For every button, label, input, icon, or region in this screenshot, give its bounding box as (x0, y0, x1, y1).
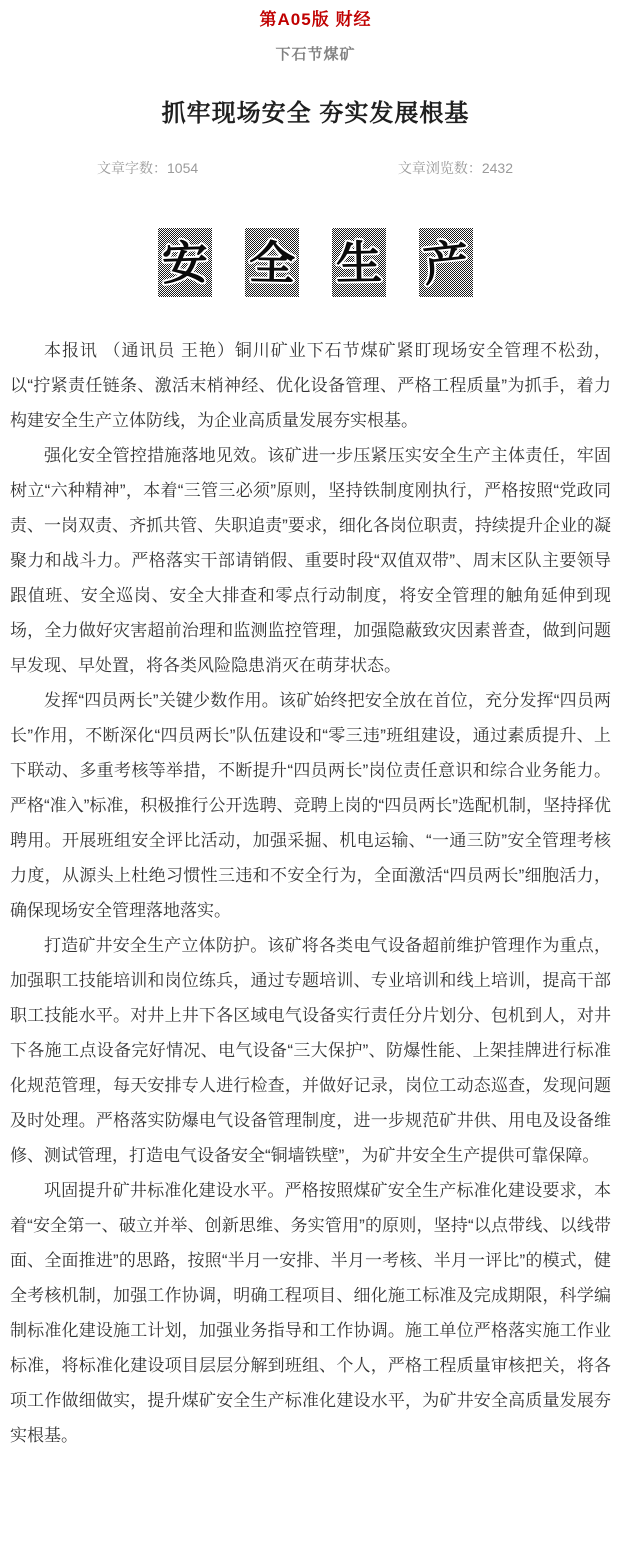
article-paragraph: 巩固提升矿井标准化建设水平。严格按照煤矿安全生产标准化建设要求，本着“安全第一、破立并举、创新思维、务实管用”的原则，坚持“以点带线、以线带面、全面推进”的思路，按照“半月一安排、半月一考核、半月一评比”的模式，健全考核机制，加强工作协调，明确工程项目、细化施工标准及完成期限，科学编制标准化建设施工计划，加强业务指导和工作协调。施工单位严格落实施工作业标准，将标准化建设项目层层分解到班组、个人，严格工程质量审核把关，将各项工作做细做实，提升煤矿安全生产标准化建设水平，为矿井安全高质量发展夯实根基。 (10, 1181, 611, 1445)
page-title: 抓牢现场安全 夯实发展根基 (161, 100, 470, 127)
article-paragraph: 发挥“四员两长”关键少数作用。该矿始终把安全放在首位，充分发挥“四员两长”作用，不断深化“四员两长”队伍建设和“零三违”班组建设，通过素质提升、上下联动、多重考核等举措，不断提升“四员两长”岗位责任意识和综合业务能力。严格“准入”标准，积极推行公开选聘、竞聘上岗的“四员两长”选配机制，坚持择优聘用。开展班组安全评比活动，加强采掘、机电运输、“一通三防”安全管理考核力度，从源头上杜绝习惯性三违和不安全行为，全面激活“四员两长”细胞活力，确保现场安全管理落地落实。 (10, 691, 611, 920)
word-count-value: 1054 (167, 160, 199, 176)
article-paragraph: 打造矿井安全生产立体防护。该矿将各类电气设备超前维护管理作为重点，加强职工技能培训和岗位练兵，通过专题培训、专业培训和线上培训，提高干部职工技能水平。对井上井下各区域电气设备实行责任分片划分、包机到人，对井下各施工点设备完好情况、电气设备“三大保护”、防爆性能、上架挂牌进行标准化规范管理，每天安排专人进行检查，并做好记录，岗位工动态巡查，发现问题及时处理。严格落实防爆电气设备管理制度，进一步规范矿井供、用电及设备维修、测试管理，打造电气设备安全“铜墙铁壁”，为矿井安全生产提供可靠保障。 (10, 936, 611, 1165)
banner-char: 安 (161, 235, 209, 290)
banner-char-tile (245, 228, 299, 297)
banner-char-tile (158, 228, 212, 297)
source-name: 下石节煤矿 (275, 46, 356, 63)
article-body (10, 333, 611, 1453)
edition-header: 第A05版 财经 (259, 10, 372, 29)
view-count-label: 文章浏览数： (397, 160, 482, 176)
article-stats (97, 158, 513, 178)
word-count (97, 158, 198, 178)
word-count-label: 文章字数： (97, 160, 167, 176)
banner-char: 产 (420, 234, 472, 291)
article-paragraph: 本报讯 （通讯员 王艳）铜川矿业下石节煤矿紧盯现场安全管理不松劲，以“拧紧责任链条、激活末梢神经、优化设备管理、严格工程质量”为抓手，着力构建安全生产立体防线，为企业高质量发展夯实根基。 (10, 341, 611, 430)
banner-char: 全 (248, 236, 296, 289)
view-count-value: 2432 (481, 160, 513, 176)
article-paragraph: 强化安全管控措施落地见效。该矿进一步压紧压实安全生产主体责任，牢固树立“六种精神”，本着“三管三必须”原则，坚持铁制度刚执行，严格按照“党政同责、一岗双责、齐抓共管、失职追责”要求，细化各岗位职责，持续提升企业的凝聚力和战斗力。严格落实干部请销假、重要时段“双值双带”、周末区队主要领导跟值班、安全巡岗、安全大排查和零点行动制度，将安全管理的触角延伸到现场，全力做好灾害超前治理和监测监控管理，加强隐蔽致灾因素普查，做到问题早发现、早处置，将各类风险隐患消灭在萌芽状态。 (10, 446, 611, 675)
banner-char-tile (419, 228, 473, 297)
banner-char: 生 (335, 236, 383, 289)
banner-char-tile (332, 228, 386, 297)
safety-production-banner-image (0, 228, 631, 297)
view-count (398, 158, 513, 178)
